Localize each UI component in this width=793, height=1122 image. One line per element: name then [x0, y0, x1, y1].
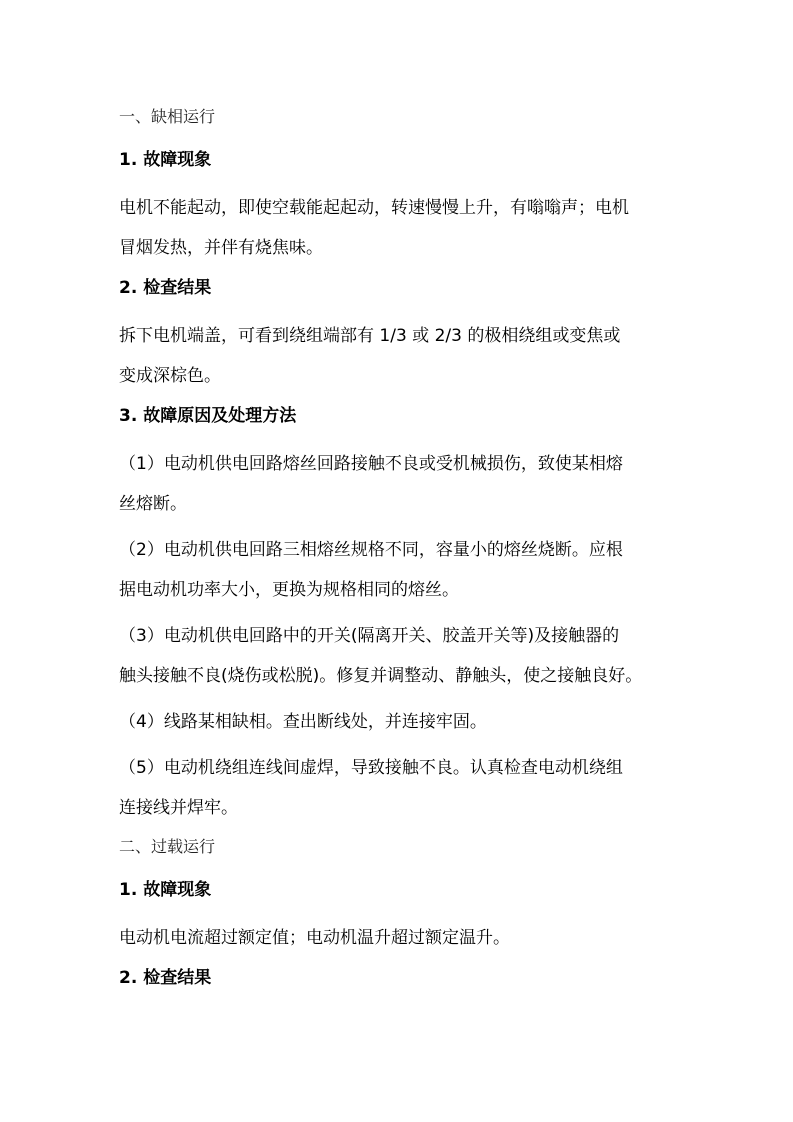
text-line: 据电动机功率大小，更换为规格相同的熔丝。 [119, 580, 459, 600]
text-line: 触头接触不良(烧伤或松脱)。修复并调整动、静触头，使之接触良好。 [119, 666, 643, 686]
document-page [119, 104, 679, 1006]
text-line: （1）电动机供电回路熔丝回路接触不良或受机械损伤，致使某相熔 [119, 454, 623, 474]
section-heading-1: 一、缺相运行 [119, 107, 216, 126]
section-heading-2: 二、过载运行 [119, 837, 216, 856]
list-item [119, 616, 679, 696]
list-item [119, 530, 679, 610]
paragraph-symptom [119, 918, 679, 958]
text-line: 冒烟发热，并伴有烧焦味。 [119, 238, 323, 258]
text-line: （4）线路某相缺相。查出断线处，并连接牢固。 [119, 712, 487, 732]
list-item [119, 444, 679, 524]
text-line: 连接线并焊牢。 [119, 798, 238, 818]
list-item [119, 748, 679, 828]
text-line: 拆下电机端盖，可看到绕组端部有 1/3 或 2/3 的极相绕组或变焦或 [119, 326, 621, 346]
text-line: （3）电动机供电回路中的开关(隔离开关、胶盖开关等)及接触器的 [119, 626, 620, 646]
paragraph-symptom [119, 188, 679, 268]
subheading-fault-symptom: 1. 故障现象 [119, 150, 212, 170]
subheading-inspection-result: 2. 检查结果 [119, 968, 212, 988]
text-line: （5）电动机绕组连线间虚焊，导致接触不良。认真检查电动机绕组 [119, 758, 623, 778]
subheading-fault-symptom: 1. 故障现象 [119, 880, 212, 900]
text-line: （2）电动机供电回路三相熔丝规格不同，容量小的熔丝烧断。应根 [119, 540, 623, 560]
subheading-inspection-result: 2. 检查结果 [119, 278, 212, 298]
text-line: 变成深棕色。 [119, 366, 221, 386]
text-line: 丝熔断。 [119, 494, 187, 514]
paragraph-inspection [119, 316, 679, 396]
text-line: 电机不能起动，即使空载能起起动，转速慢慢上升，有嗡嗡声；电机 [119, 198, 629, 218]
list-item [119, 702, 679, 742]
subheading-cause-and-fix: 3. 故障原因及处理方法 [119, 406, 297, 426]
text-line: 电动机电流超过额定值；电动机温升超过额定温升。 [119, 928, 510, 948]
